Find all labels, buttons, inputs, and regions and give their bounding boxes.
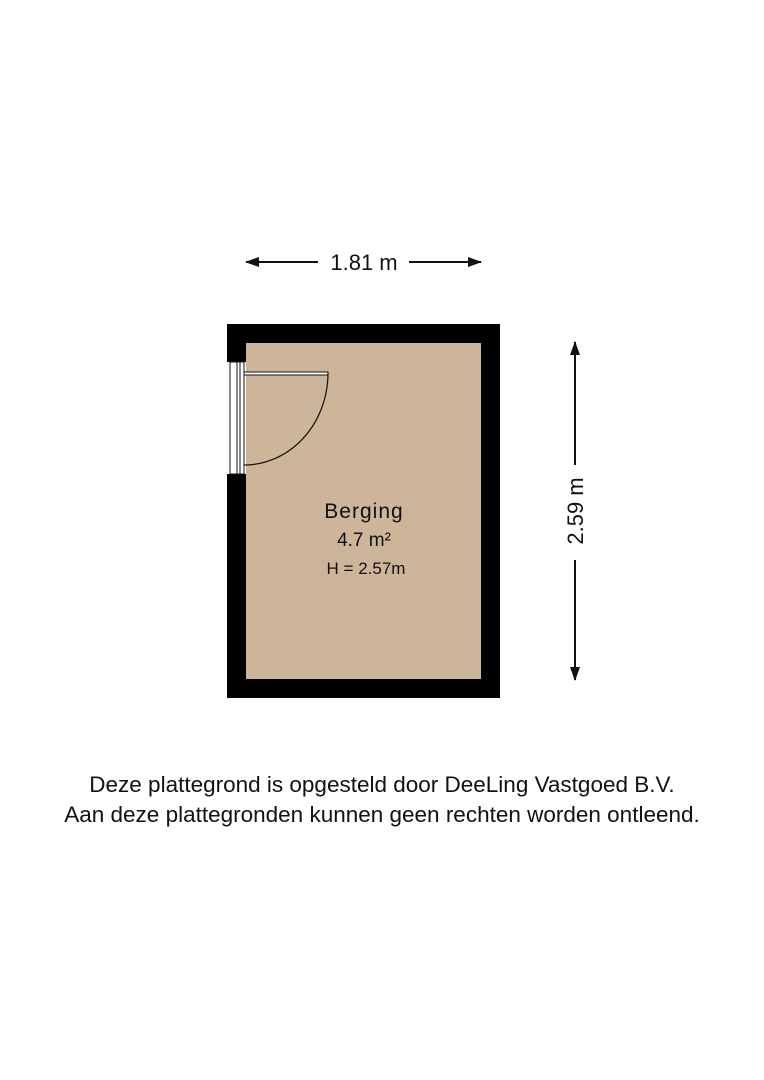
width-dimension-label: 1.81 m <box>330 250 398 275</box>
height-dimension-label: 2.59 m <box>563 477 588 545</box>
room-area: 4.7 m² <box>337 530 391 551</box>
height-dimension <box>563 342 588 680</box>
room-ceiling-height: H = 2.57m <box>326 559 406 578</box>
wall-top <box>227 324 500 343</box>
wall-left-lower <box>227 474 246 698</box>
wall-bottom <box>227 679 500 698</box>
disclaimer-line-2: Aan deze plattegronden kunnen geen rechten worden ontleend. <box>64 802 700 827</box>
wall-right <box>481 324 500 698</box>
disclaimer-line-1: Deze plattegrond is opgesteld door DeeLing Vastgoed B.V. <box>89 772 675 797</box>
door-leaf <box>244 372 328 375</box>
room-name: Berging <box>324 500 404 523</box>
width-dimension <box>246 250 481 275</box>
disclaimer <box>0 770 764 830</box>
wall-left-upper <box>227 324 246 362</box>
room-berging <box>227 324 500 698</box>
